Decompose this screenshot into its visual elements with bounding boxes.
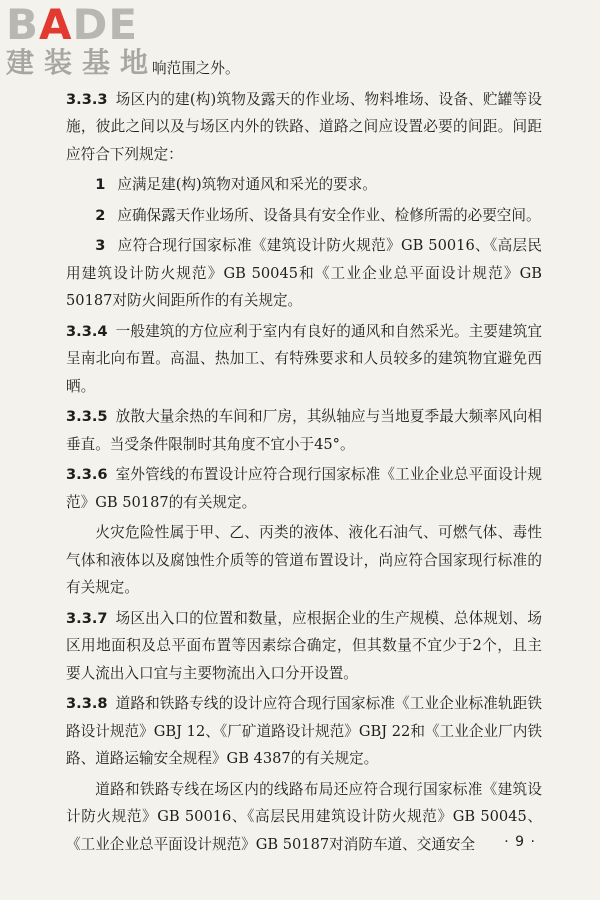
clause-number: 3.3.7 — [66, 609, 108, 627]
watermark-brand-accent: A — [39, 0, 73, 49]
item-number: 3 — [95, 237, 106, 254]
clause-3-3-7: 3.3.7 场区出入口的位置和数量，应根据企业的生产规模、总体规划、场区用地面积及总平面布置等因素综合确定，但其数量不宜少于2个，且主要人流出入口宜与主要物流出入口分开设置。 — [66, 609, 542, 682]
page-body — [66, 55, 542, 861]
clause-3-3-3-item-1: 1 应满足建(构)筑物对通风和采光的要求。 — [95, 176, 377, 193]
watermark-brand-cn: 建装基地 — [6, 46, 159, 79]
clause-number: 3.3.6 — [66, 466, 108, 483]
clause-3-3-8-paragraph: 道路和铁路专线在场区内的线路布局还应符合现行国家标准《建筑设计防火规范》GB 50016、《高层民用建筑设计防火规范》GB 50045、《工业企业总平面设计规范》GB 50187对消防车道、交通安全 — [66, 780, 542, 853]
clause-3-3-3-item-3: 3 应符合现行国家标准《建筑设计防火规范》GB 50016、《高层民用建筑设计防火规范》GB 50045和《工业企业总平面设计规范》GB 50187对防火间距所作的有关规定。 — [66, 237, 542, 309]
clause-3-3-4: 3.3.4 一般建筑的方位应利于室内有良好的通风和自然采光。主要建筑宜呈南北向布置。高温、热加工、有特殊要求和人员较多的建筑物宜避免西晒。 — [66, 322, 542, 395]
clause-3-3-6-paragraph: 火灾危险性属于甲、乙、丙类的液体、液化石油气、可燃气体、毒性气体和液体以及腐蚀性介质等的管道布置设计，尚应符合国家现行标准的有关规定。 — [66, 524, 542, 596]
clause-3-3-8: 3.3.8 道路和铁路专线的设计应符合现行国家标准《工业企业标准轨距铁路设计规范》GBJ 12、《厂矿道路设计规范》GBJ 22和《工业企业厂内铁路、道路运输安全规程》GB 4387的有关规定。 — [66, 695, 542, 767]
watermark-brand: BADE — [6, 0, 139, 49]
clause-number: 3.3.5 — [66, 408, 108, 425]
clause-number: 3.3.4 — [66, 322, 108, 340]
clause-3-3-3-item-2: 2 应确保露天作业场所、设备具有安全作业、检修所需的必要空间。 — [95, 206, 541, 224]
item-number: 2 — [95, 206, 106, 224]
clause-3-3-6: 3.3.6 室外管线的布置设计应符合现行国家标准《工业企业总平面设计规范》GB 50187的有关规定。 — [66, 466, 542, 511]
clause-3-3-3: 3.3.3 场区内的建(构)筑物及露天的作业场、物料堆场、设备、贮罐等设施，彼此之间以及与场区内外的铁路、道路之间应设置必要的间距。间距应符合下列规定： — [66, 90, 542, 163]
clause-number: 3.3.8 — [66, 695, 108, 712]
paragraph-continuation: 响范围之外。 — [152, 60, 240, 77]
clause-3-3-5: 3.3.5 放散大量余热的车间和厂房，其纵轴应与当地夏季最大频率风向相垂直。当受条件限制时其角度不宜小于45°。 — [66, 408, 542, 453]
item-number: 1 — [95, 176, 106, 193]
page-number: · 9 · — [504, 834, 536, 850]
clause-number: 3.3.3 — [66, 90, 108, 108]
